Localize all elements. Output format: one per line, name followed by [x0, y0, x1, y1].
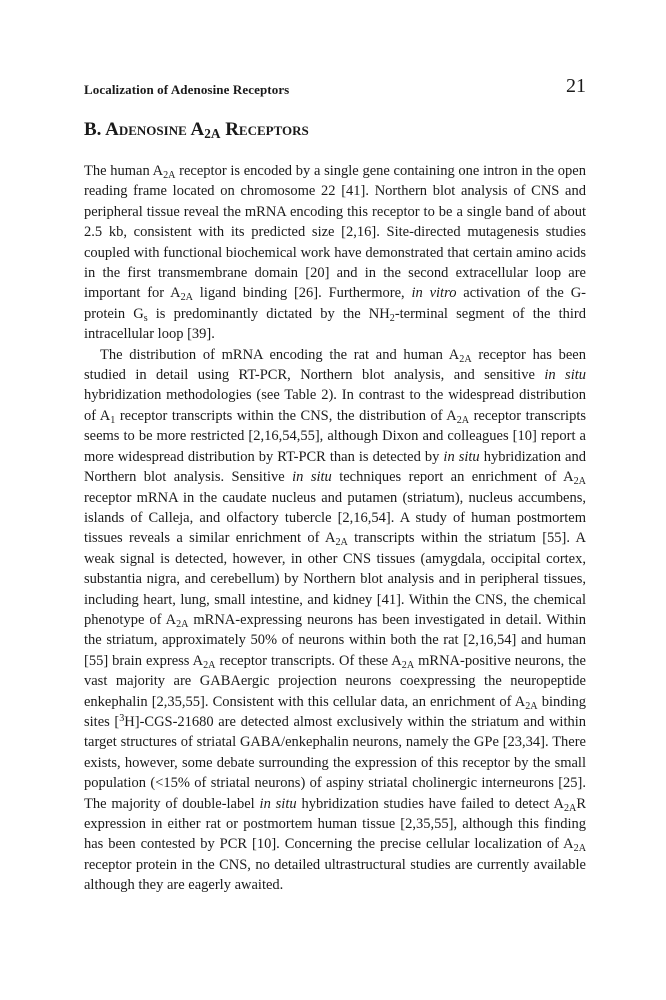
- text-run: mRNA-expressing neurons has been investigated in detail. Within the striatum, approximately 50% of neurons within both the rat [2,16,54] and human [55] brain express A: [84, 611, 586, 669]
- text-run: 2A: [563, 802, 577, 814]
- text-run: receptor has been studied in detail using RT-PCR, Northern blot analysis, and sensitive: [84, 346, 586, 384]
- paragraph-1: [84, 161, 586, 345]
- text-run: 2A: [525, 700, 538, 712]
- text-run: 1: [110, 414, 116, 426]
- text-run: 2A: [401, 659, 415, 671]
- text-run: receptor transcripts seems to be more restricted [2,16,54,55], although Dixon and colleagues [10] report a more widespread distribution by RT-PCR than is detected by: [84, 407, 587, 465]
- text-run: activation of the G-protein G: [84, 285, 586, 322]
- text-run: 2A: [573, 476, 586, 488]
- text-run: 2A: [203, 659, 216, 671]
- section-heading: [84, 119, 309, 141]
- text-run: 2A: [456, 414, 470, 426]
- page-number: 21: [566, 75, 586, 97]
- text-run: mRNA-positive neurons, the vast majority are GABAergic projection neurons coexpressing the neuropeptide enkephalin [2,35,55]. Consistent with this cellular data, an enrichment of A: [84, 652, 586, 710]
- text-run: 2A: [176, 618, 189, 630]
- text-run: 2A: [459, 353, 472, 365]
- text-run: 2A: [335, 537, 348, 549]
- text-run: -terminal segment of the third intracellular loop [39].: [84, 305, 586, 343]
- text-run: hybridization and Northern blot analysis. Sensitive: [84, 448, 586, 486]
- text-run: 2A: [573, 843, 586, 855]
- text-run: The human A: [84, 163, 164, 179]
- paragraph-2: [84, 345, 586, 896]
- text-run: in situ: [544, 367, 586, 384]
- text-run: receptor mRNA in the caudate nucleus and putamen (striatum), nucleus accumbens, islands of Calleja, and olfactory tubercle [2,16,54]. A study of human postmortem tissues reveals a similar enrichment of A: [84, 489, 586, 547]
- section-heading-subscript: 2A: [204, 126, 221, 141]
- text-run: The distribution of mRNA encoding the rat and human A: [100, 346, 460, 363]
- text-run: in vitro: [411, 285, 457, 302]
- body-text: [84, 161, 586, 896]
- text-run: R expression in either rat or postmortem human tissue [2,35,55], although this finding has been contested by PCR [10]. Concerning the precise cellular localization of A: [84, 795, 586, 853]
- text-run: transcripts within the striatum [55]. A weak signal is detected, however, in other CNS tissues (amygdala, occipital cortex, substantia nigra, and cerebellum) by Northern blot analysis and in peripheral tissues, including heart, lung, small intestine, and kidney [41]. Within the CNS, the chemical phenotype of A: [84, 530, 586, 628]
- text-run: receptor transcripts within the CNS, the distribution of A: [115, 407, 457, 424]
- text-run: 2: [389, 312, 395, 324]
- text-run: receptor is encoded by a single gene containing one intron in the open reading frame located on chromosome 22 [41]. Northern blot analysis of CNS and peripheral tissue reveal the mRNA encoding this receptor to be a single band of about 2.5 kb, consistent with its predicted size [2,16]. Site-directed mutagenesis studies coupled with functional biochemical work have demonstrated that certain amino acids in the first transmembrane domain [20] and in the second extracellular loop are important for A: [84, 163, 586, 302]
- running-head: Localization of Adenosine Receptors: [84, 82, 290, 97]
- text-run: is predominantly dictated by the NH: [147, 305, 390, 322]
- text-run: hybridization studies have failed to detect A: [296, 795, 564, 812]
- text-run: in situ: [259, 795, 297, 812]
- text-run: techniques report an enrichment of A: [331, 469, 574, 486]
- text-run: 2A: [163, 170, 176, 181]
- text-run: 3: [119, 712, 125, 724]
- text-run: receptor protein in the CNS, no detailed ultrastructural studies are currently available although they are eagerly awaited.: [84, 856, 586, 894]
- section-heading-prefix: B. Adenosine A: [84, 119, 205, 140]
- text-run: in situ: [443, 448, 480, 465]
- text-run: hybridization methodologies (see Table 2). In contrast to the widespread distribution of A: [84, 387, 586, 424]
- text-run: binding sites [: [84, 693, 586, 730]
- text-run: s: [143, 312, 148, 324]
- section-heading-suffix: Receptors: [220, 119, 309, 140]
- text-run: ligand binding [26]. Furthermore,: [192, 285, 412, 302]
- text-run: 2A: [180, 292, 193, 304]
- text-run: in situ: [292, 469, 332, 486]
- text-run: H]-CGS-21680 are detected almost exclusively within the striatum and within target structures of striatal GABA/enkephalin neurons, namely the GPe [23,34]. There exists, however, some debate surrounding the expression of this receptor by the small population (<15% of striatal neurons) of aspiny striatal cholinergic interneurons [25]. The majority of double-label: [84, 713, 586, 812]
- text-run: receptor transcripts. Of these A: [215, 652, 402, 669]
